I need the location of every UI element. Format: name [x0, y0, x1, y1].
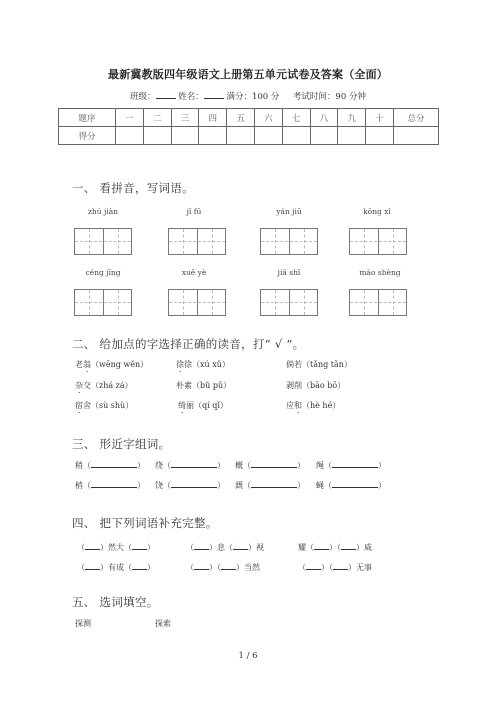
answer-blank[interactable]: [332, 480, 378, 488]
answer-blank[interactable]: [221, 562, 236, 570]
writing-grid[interactable]: [260, 289, 318, 316]
answer-blank[interactable]: [85, 542, 100, 550]
score-table-header: [59, 109, 439, 127]
score-table-row: [59, 127, 439, 145]
row-label: 得分: [59, 127, 116, 145]
answer-blank[interactable]: [306, 562, 321, 570]
answer-blank[interactable]: [233, 542, 248, 550]
answer-blank[interactable]: [333, 562, 348, 570]
section3-heading: 三、 形近字组词。: [72, 437, 171, 451]
reading-item: 剥削（bāo bō）: [286, 381, 346, 390]
score-cell[interactable]: [282, 127, 310, 145]
idiom-item: （ ）息（ ）视: [186, 543, 264, 552]
option-word: 探索: [155, 619, 171, 628]
section4-heading: 四、 把下列词语补充完整。: [72, 516, 218, 530]
writing-grid[interactable]: [349, 289, 407, 316]
name-label: 姓名：: [178, 92, 204, 102]
answer-blank[interactable]: [132, 542, 147, 550]
answer-blank[interactable]: [132, 562, 147, 570]
score-cell[interactable]: [227, 127, 255, 145]
word-item: 绳（ ）: [316, 461, 386, 470]
pinyin: jī fū: [186, 207, 202, 216]
class-blank: [156, 90, 176, 99]
header-cell: 四: [199, 109, 227, 127]
score-cell[interactable]: [310, 127, 338, 145]
header-cell: 二: [143, 109, 171, 127]
score-cell[interactable]: [171, 127, 199, 145]
answer-blank[interactable]: [85, 562, 100, 570]
pinyin: kōng xì: [363, 207, 391, 216]
score-cell[interactable]: [366, 127, 394, 145]
name-blank: [204, 90, 224, 99]
option-word: 探测: [75, 619, 91, 628]
writing-grid[interactable]: [349, 228, 407, 255]
answer-blank[interactable]: [251, 480, 297, 488]
word-item: 概（ ）: [235, 461, 305, 470]
writing-grid[interactable]: [74, 289, 132, 316]
header-cell: 七: [282, 109, 310, 127]
answer-blank[interactable]: [91, 480, 137, 488]
word-item: 梢（ ）: [75, 481, 145, 490]
header-cell: 六: [254, 109, 282, 127]
idiom-item: 耀（ ）（ ）威: [298, 543, 372, 552]
document-title: 最新冀教版四年级语文上册第五单元试卷及答案（全面）: [108, 68, 388, 81]
header-cell: 九: [338, 109, 366, 127]
reading-item: 宿舍（sù shù）: [75, 401, 134, 410]
score-label: 满分：100 分: [226, 92, 280, 102]
section1-heading: 一、 看拼音，写词语。: [72, 181, 194, 195]
word-item: 饶（ ）: [155, 481, 225, 490]
word-item: 绕（ ）: [155, 461, 225, 470]
answer-blank[interactable]: [91, 460, 137, 468]
answer-blank[interactable]: [171, 480, 217, 488]
reading-item: 老翁（wēng wěn）: [75, 360, 149, 369]
pinyin: zhú jiàn: [87, 207, 119, 216]
exam-info: [0, 90, 496, 102]
pinyin: xuě yè: [181, 268, 207, 277]
reading-item: 徐徐（xú xǔ）: [176, 360, 230, 369]
header-cell: 一: [116, 109, 144, 127]
pinyin: yán jiū: [276, 207, 302, 216]
section5-heading: 五、 选词填空。: [72, 595, 159, 609]
idiom-item: （ ）有成（ ）: [77, 563, 155, 572]
pinyin: jiā shǐ: [277, 268, 301, 277]
page-number: 1 / 6: [238, 651, 258, 661]
reading-item: 应和（hè hé）: [286, 401, 341, 410]
reading-item: 朴素（bǔ pǔ）: [176, 381, 232, 390]
header-cell: 五: [227, 109, 255, 127]
reading-item: 杂交（zhá zá）: [75, 381, 133, 390]
header-cell: 十: [366, 109, 394, 127]
answer-blank[interactable]: [341, 542, 356, 550]
word-item: 溉（ ）: [235, 481, 305, 490]
score-cell[interactable]: [338, 127, 366, 145]
word-item: 蝇（ ）: [316, 481, 386, 490]
score-cell[interactable]: [394, 127, 439, 145]
idiom-item: （ ）（ ）当然: [186, 563, 260, 572]
word-item: 稍（ ）: [75, 461, 145, 470]
pinyin: céng jīng: [85, 268, 121, 277]
reading-item: 绮丽（qí qǐ）: [178, 401, 228, 410]
pinyin: mào shèng: [359, 268, 401, 277]
idiom-item: （ ）然大（ ）: [77, 543, 155, 552]
score-cell[interactable]: [116, 127, 144, 145]
answer-blank[interactable]: [251, 460, 297, 468]
header-cell: 题序: [59, 109, 116, 127]
class-label: 班级：: [130, 92, 156, 102]
writing-grid[interactable]: [74, 228, 132, 255]
reading-item: 倘若（tǎng tǎn）: [286, 360, 352, 369]
answer-blank[interactable]: [314, 542, 329, 550]
writing-grid[interactable]: [168, 289, 226, 316]
writing-grid[interactable]: [168, 228, 226, 255]
score-table: [58, 108, 439, 145]
answer-blank[interactable]: [194, 542, 209, 550]
idiom-item: （ ）（ ）无事: [298, 563, 372, 572]
answer-blank[interactable]: [332, 460, 378, 468]
header-cell: 总分: [394, 109, 439, 127]
header-cell: 八: [310, 109, 338, 127]
score-cell[interactable]: [254, 127, 282, 145]
answer-blank[interactable]: [194, 562, 209, 570]
score-cell[interactable]: [199, 127, 227, 145]
section2-heading: 二、 给加点的字选择正确的读音，打“ √ ”。: [72, 337, 305, 351]
score-cell[interactable]: [143, 127, 171, 145]
answer-blank[interactable]: [171, 460, 217, 468]
writing-grid[interactable]: [260, 228, 318, 255]
time-label: 考试时间：90 分钟: [292, 92, 366, 102]
header-cell: 三: [171, 109, 199, 127]
